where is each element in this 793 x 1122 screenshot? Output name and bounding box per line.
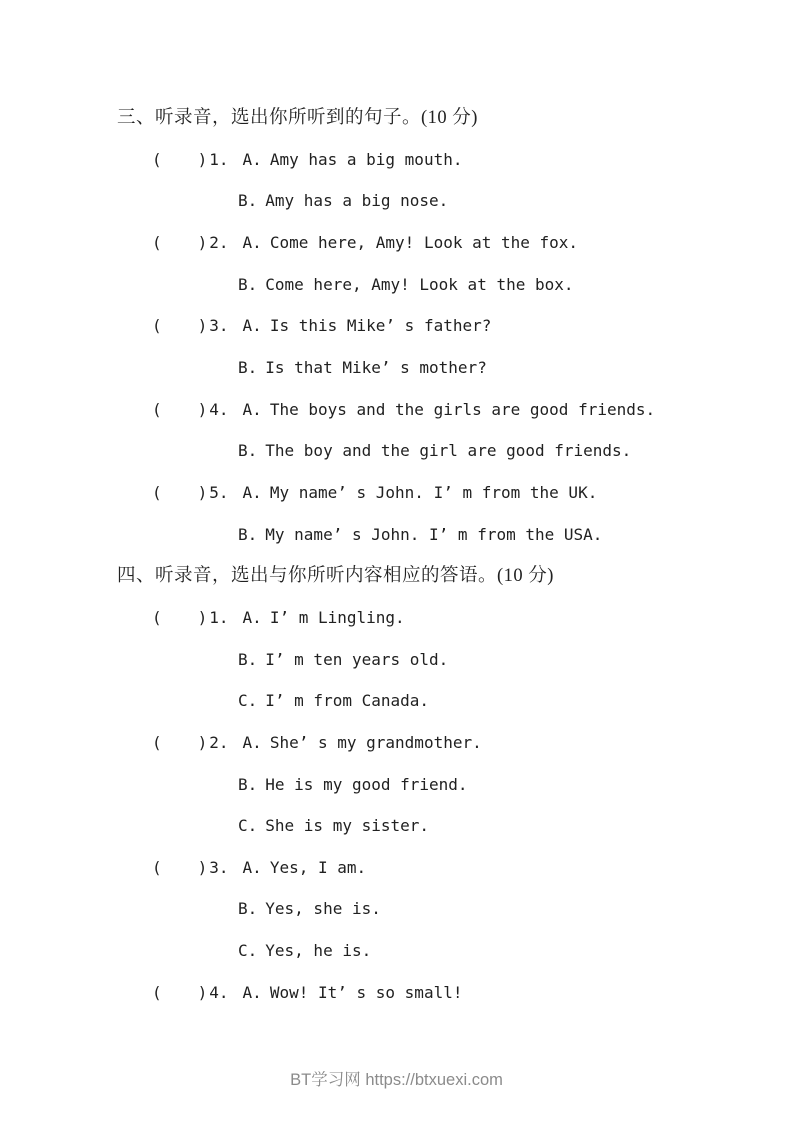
answer-paren-close-icon: ) bbox=[197, 607, 208, 627]
question-option-line bbox=[0, 645, 793, 687]
footer-url-link[interactable]: https://btxuexi.com bbox=[365, 1071, 503, 1089]
option-text: Amy has a big nose. bbox=[265, 191, 449, 211]
answer-paren-open-icon: ( bbox=[152, 149, 162, 169]
option-text: I’ m ten years old. bbox=[265, 649, 449, 669]
option-text: He is my good friend. bbox=[265, 774, 468, 794]
section bbox=[0, 561, 793, 1019]
question-number: 3. bbox=[209, 857, 229, 877]
question-option-line bbox=[0, 936, 793, 978]
question-number: 3. bbox=[209, 316, 229, 336]
answer-paren-open-icon: ( bbox=[152, 316, 162, 336]
question-number: 5. bbox=[209, 482, 229, 502]
option-text: She’ s my grandmother. bbox=[269, 732, 482, 752]
option-text: The boys and the girls are good friends. bbox=[269, 399, 656, 419]
option-label: B. bbox=[238, 774, 258, 794]
question-first-line bbox=[0, 853, 793, 895]
option-text: I’ m from Canada. bbox=[265, 691, 430, 711]
question-first-line bbox=[0, 311, 793, 353]
section-heading: 四、听录音，选出与你所听内容相应的答语。(10 分) bbox=[117, 566, 554, 587]
question-option-line bbox=[0, 770, 793, 812]
section-heading: 三、听录音，选出你所听到的句子。(10 分) bbox=[117, 108, 478, 128]
option-text: Yes, I am. bbox=[269, 857, 367, 877]
answer-paren-close-icon: ) bbox=[197, 982, 208, 1002]
question-option-line bbox=[0, 436, 793, 478]
question-option-line bbox=[0, 894, 793, 936]
option-label: C. bbox=[238, 816, 258, 836]
option-label: A. bbox=[242, 149, 262, 169]
option-text: I’ m Lingling. bbox=[269, 607, 405, 627]
answer-paren-close-icon: ) bbox=[197, 482, 208, 502]
question-option-line bbox=[0, 811, 793, 853]
question-first-line bbox=[0, 228, 793, 270]
question-first-line bbox=[0, 145, 793, 187]
answer-paren-close-icon: ) bbox=[197, 316, 208, 336]
footer bbox=[0, 1066, 793, 1090]
question-option-line bbox=[0, 186, 793, 228]
option-label: B. bbox=[238, 649, 258, 669]
option-label: A. bbox=[242, 857, 262, 877]
option-label: A. bbox=[242, 732, 262, 752]
option-label: A. bbox=[242, 399, 262, 419]
answer-paren-open-icon: ( bbox=[152, 607, 162, 627]
option-label: A. bbox=[242, 982, 262, 1002]
answer-paren-open-icon: ( bbox=[152, 482, 162, 502]
question-first-line bbox=[0, 728, 793, 770]
option-text: My name’ s John. I’ m from the USA. bbox=[265, 524, 603, 544]
answer-paren-close-icon: ) bbox=[197, 232, 208, 252]
question-number: 4. bbox=[209, 399, 229, 419]
footer-site-name: BT学习网 bbox=[290, 1071, 361, 1089]
option-text: Is that Mike’ s mother? bbox=[265, 357, 487, 377]
option-label: B. bbox=[238, 899, 258, 919]
option-text: Amy has a big mouth. bbox=[269, 149, 463, 169]
option-label: B. bbox=[238, 274, 258, 294]
answer-paren-close-icon: ) bbox=[197, 857, 208, 877]
option-label: A. bbox=[242, 482, 262, 502]
option-label: A. bbox=[242, 232, 262, 252]
option-text: Come here, Amy! Look at the box. bbox=[265, 274, 574, 294]
option-text: My name’ s John. I’ m from the UK. bbox=[269, 482, 598, 502]
answer-paren-close-icon: ) bbox=[197, 399, 208, 419]
option-text: Yes, she is. bbox=[265, 899, 381, 919]
answer-paren-open-icon: ( bbox=[152, 399, 162, 419]
answer-paren-open-icon: ( bbox=[152, 232, 162, 252]
option-label: C. bbox=[238, 691, 258, 711]
question-first-line bbox=[0, 395, 793, 437]
option-label: A. bbox=[242, 316, 262, 336]
option-label: B. bbox=[238, 357, 258, 377]
answer-paren-open-icon: ( bbox=[152, 857, 162, 877]
question-number: 2. bbox=[209, 732, 229, 752]
option-label: C. bbox=[238, 941, 258, 961]
option-label: B. bbox=[238, 441, 258, 461]
answer-paren-close-icon: ) bbox=[197, 732, 208, 752]
answer-paren-close-icon: ) bbox=[197, 149, 208, 169]
answer-paren-open-icon: ( bbox=[152, 982, 162, 1002]
answer-paren-open-icon: ( bbox=[152, 732, 162, 752]
question-first-line bbox=[0, 978, 793, 1020]
question-number: 4. bbox=[209, 982, 229, 1002]
question-option-line bbox=[0, 686, 793, 728]
option-text: Is this Mike’ s father? bbox=[269, 316, 492, 336]
option-text: Come here, Amy! Look at the fox. bbox=[269, 232, 579, 252]
question-number: 1. bbox=[209, 149, 229, 169]
section bbox=[0, 103, 793, 561]
option-label: A. bbox=[242, 607, 262, 627]
option-text: Yes, he is. bbox=[265, 941, 372, 961]
option-text: Wow! It’ s so small! bbox=[269, 982, 463, 1002]
question-first-line bbox=[0, 603, 793, 645]
option-label: B. bbox=[238, 524, 258, 544]
option-text: The boy and the girl are good friends. bbox=[265, 441, 632, 461]
question-number: 2. bbox=[209, 232, 229, 252]
question-option-line bbox=[0, 520, 793, 562]
question-option-line bbox=[0, 353, 793, 395]
option-label: B. bbox=[238, 191, 258, 211]
worksheet-content bbox=[0, 103, 793, 1019]
question-option-line bbox=[0, 270, 793, 312]
question-number: 1. bbox=[209, 607, 229, 627]
option-text: She is my sister. bbox=[265, 816, 430, 836]
question-first-line bbox=[0, 478, 793, 520]
